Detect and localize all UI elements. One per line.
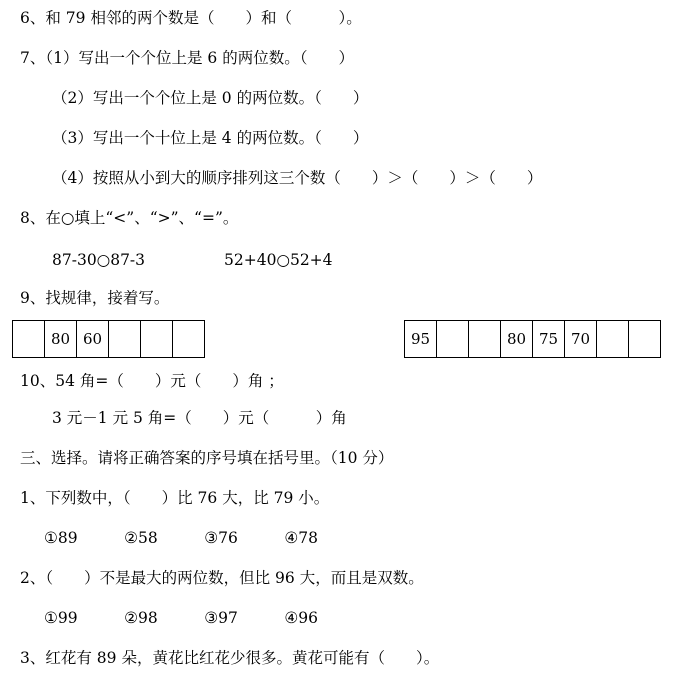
- question-8-expr-b: 52+40○52+4: [224, 251, 333, 269]
- pattern-cell: [629, 320, 661, 358]
- pattern-grid-left: [12, 320, 205, 358]
- pattern-cell: [173, 320, 205, 358]
- choice-question-1-options: ①89 ②58 ③76 ④78: [44, 529, 318, 547]
- choice-question-2: 2、（ ）不是最大的两位数，但比 96 大，而且是双数。: [20, 569, 424, 587]
- question-8: 8、在○填上“<”、“>”、“=”。: [20, 209, 239, 227]
- section-3-heading: 三、选择。请将正确答案的序号填在括号里。（10 分）: [20, 449, 394, 467]
- question-10-a: 10、54 角=（ ）元（ ）角 ；: [20, 372, 284, 390]
- choice-question-2-options: ①99 ②98 ③97 ④96: [44, 609, 318, 627]
- question-8-expr-a: 87-30○87-3: [52, 251, 146, 269]
- pattern-cell: 60: [77, 320, 109, 358]
- choice-question-1: 1、下列数中，（ ）比 76 大，比 79 小。: [20, 489, 330, 507]
- pattern-cell: [597, 320, 629, 358]
- choice-question-3: 3、红花有 89 朵，黄花比红花少很多。黄花可能有（ ）。: [20, 649, 440, 667]
- pattern-cell: 70: [565, 320, 597, 358]
- question-9: 9、找规律，接着写。: [20, 289, 170, 307]
- question-6: 6、和 79 相邻的两个数是（ ）和（ ）。: [20, 9, 362, 27]
- pattern-cell: [13, 320, 45, 358]
- pattern-cell: [109, 320, 141, 358]
- question-7-1: 7、（1）写出一个个位上是 6 的两位数。（ ）: [20, 49, 354, 67]
- question-7-2: （2）写出一个个位上是 0 的两位数。（ ）: [52, 89, 369, 107]
- pattern-cell: 95: [405, 320, 437, 358]
- question-7-3: （3）写出一个十位上是 4 的两位数。（ ）: [52, 129, 369, 147]
- pattern-cell: [469, 320, 501, 358]
- pattern-cell: [141, 320, 173, 358]
- pattern-cell: 80: [45, 320, 77, 358]
- pattern-cell: 80: [501, 320, 533, 358]
- pattern-cell: [437, 320, 469, 358]
- pattern-grid-right: [404, 320, 661, 358]
- question-7-4: （4）按照从小到大的顺序排列这三个数（ ）＞（ ）＞（ ）: [52, 169, 543, 187]
- pattern-cell: 75: [533, 320, 565, 358]
- question-10-b: 3 元－1 元 5 角=（ ）元（ ）角: [52, 409, 347, 427]
